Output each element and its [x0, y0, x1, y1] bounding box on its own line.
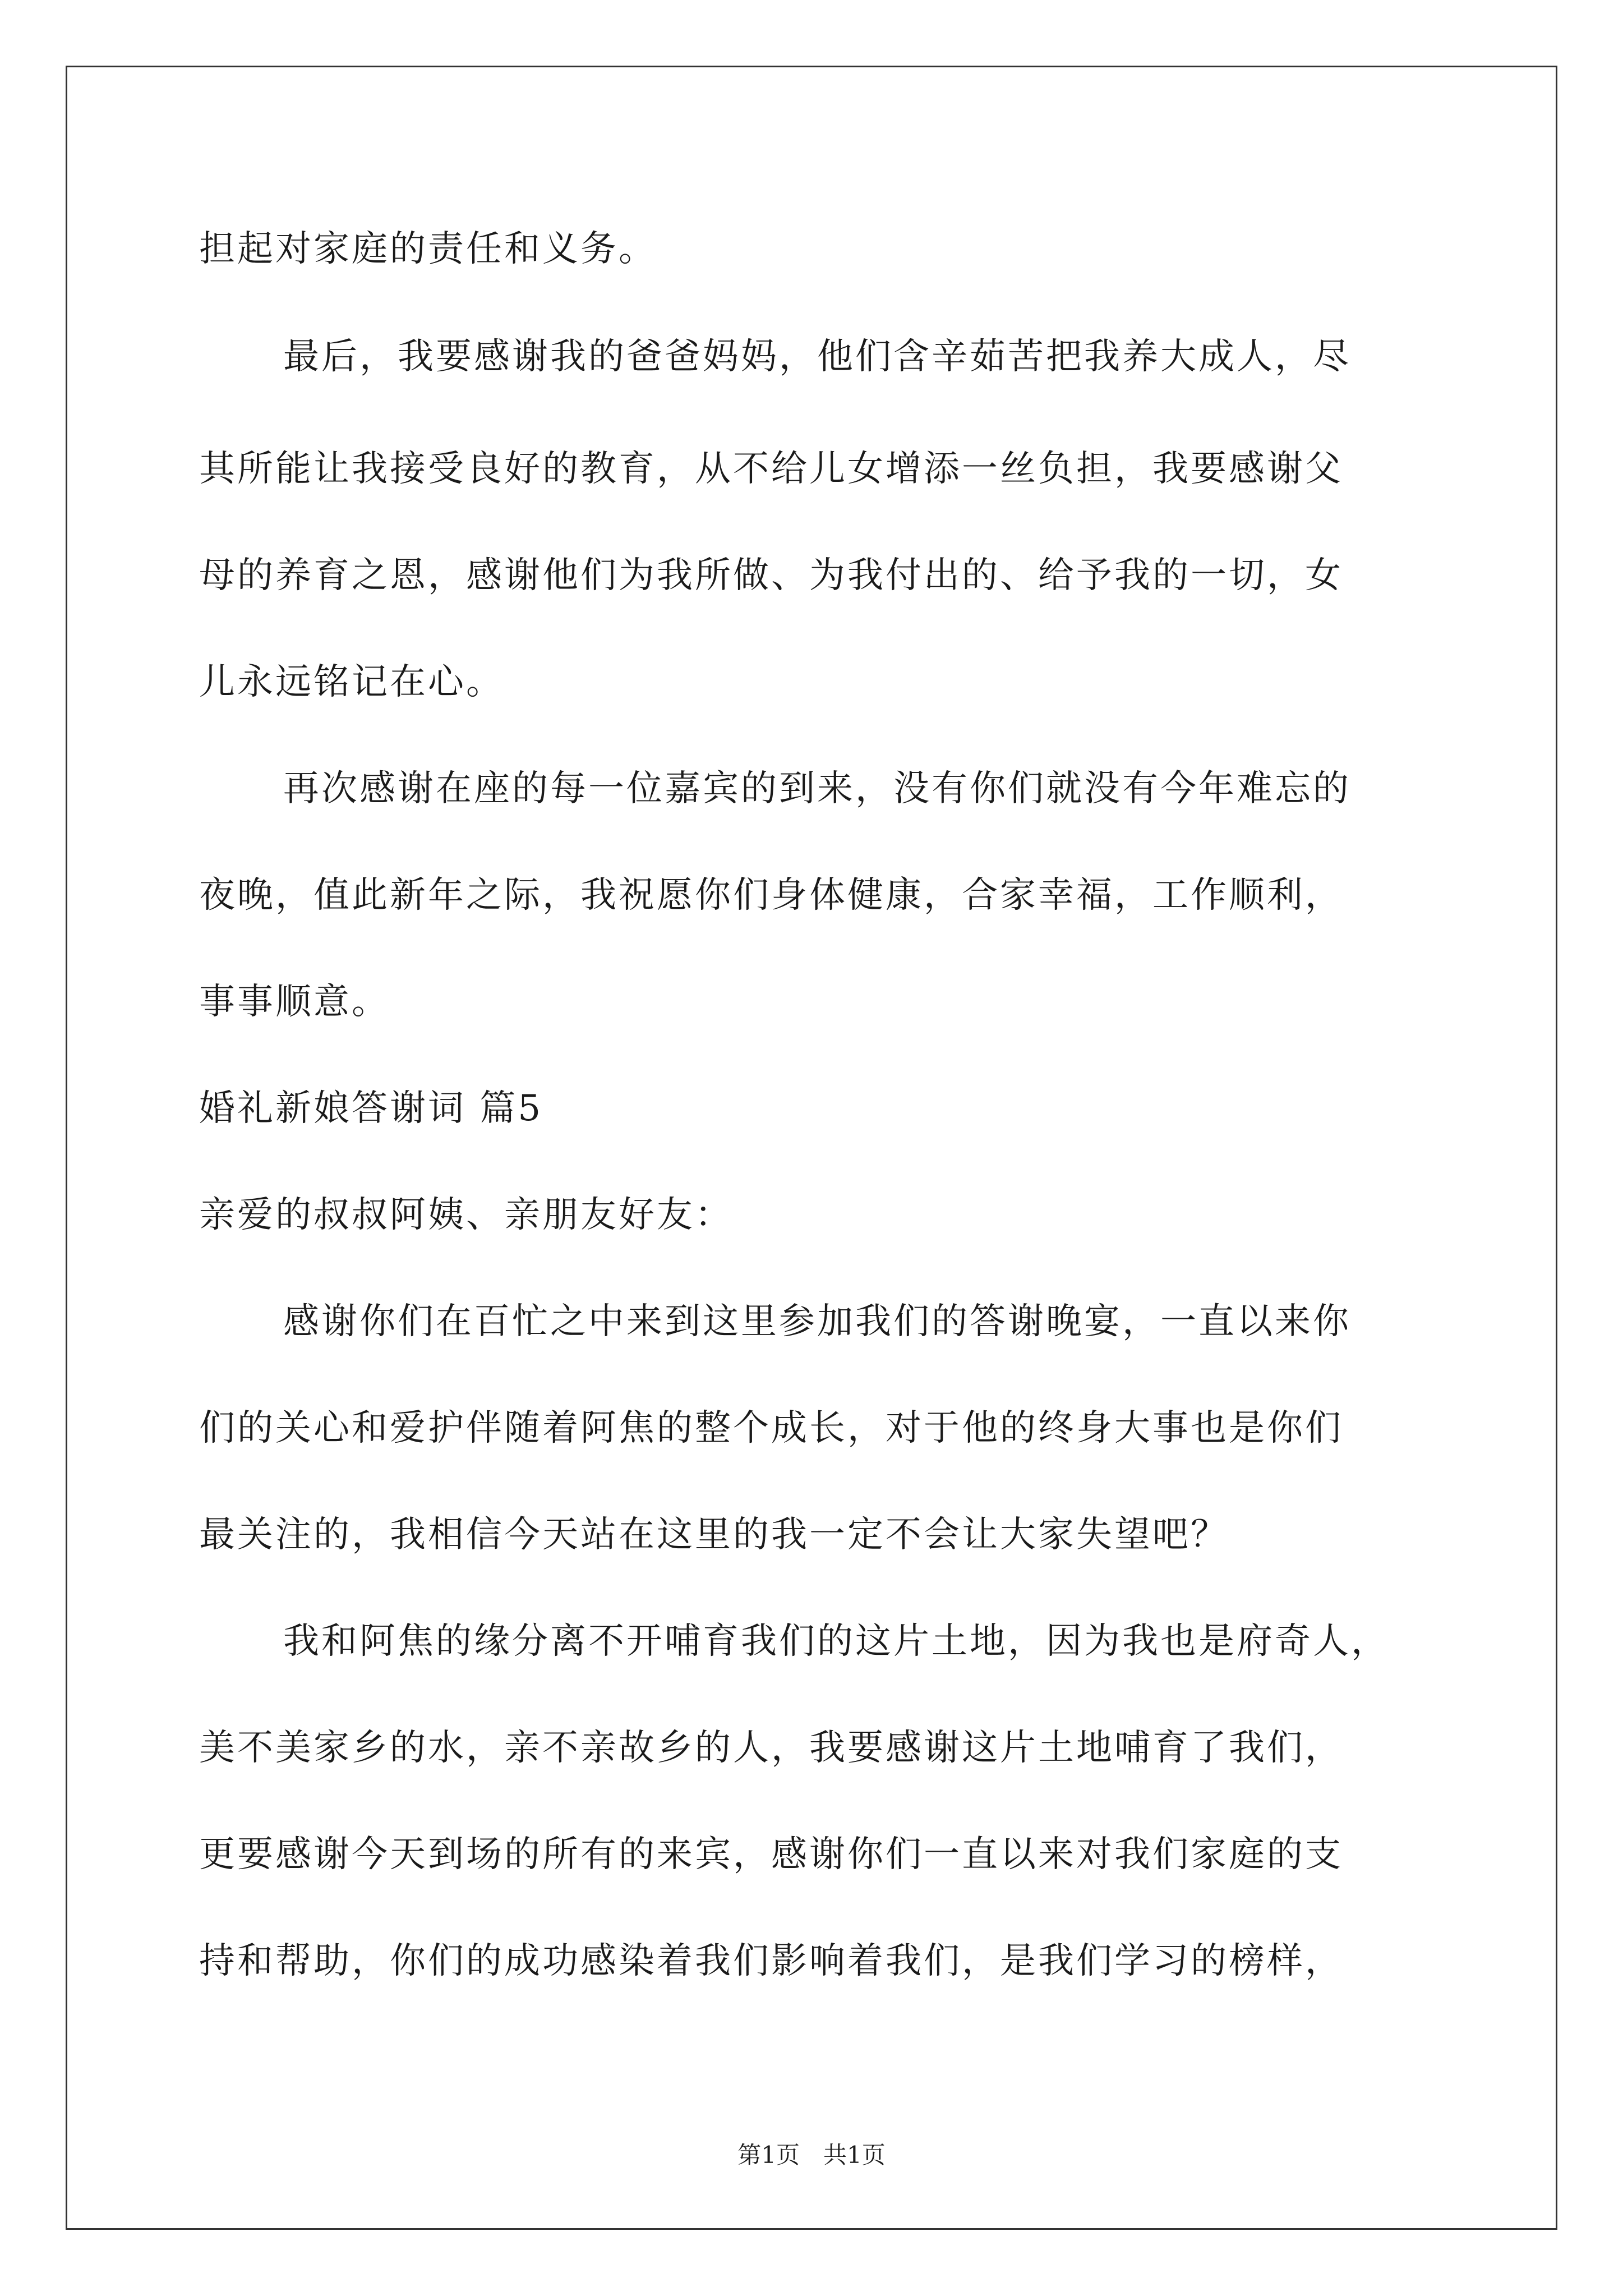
salutation: 亲爱的叔叔阿姨、亲朋友好友： [199, 1194, 733, 1236]
text-line: 担起对家庭的责任和义务。 [199, 228, 657, 270]
text-line: 事事顺意。 [199, 981, 390, 1023]
text-line: 儿永远铭记在心。 [199, 661, 504, 703]
text-line: 夜晚，值此新年之际，我祝愿你们身体健康，合家幸福，工作顺利， [199, 875, 1343, 916]
text-line: 母的养育之恩，感谢他们为我所做、为我付出的、给予我的一切，女 [199, 555, 1343, 596]
text-line: 最后，我要感谢我的爸爸妈妈，他们含辛茹苦把我养大成人，尽 [283, 336, 1351, 378]
page-footer: 第1页 共1页 [737, 2141, 886, 2169]
text-line: 们的关心和爱护伴随着阿焦的整个成长，对于他的终身大事也是你们 [199, 1407, 1343, 1449]
text-line: 更要感谢今天到场的所有的来宾，感谢你们一直以来对我们家庭的支 [199, 1834, 1343, 1875]
text-line: 感谢你们在百忙之中来到这里参加我们的答谢晚宴，一直以来你 [283, 1301, 1351, 1342]
text-line: 最关注的，我相信今天站在这里的我一定不会让大家失望吧？ [199, 1514, 1229, 1556]
text-line: 再次感谢在座的每一位嘉宾的到来，没有你们就没有今年难忘的 [283, 768, 1351, 809]
text-line: 美不美家乡的水，亲不亲故乡的人，我要感谢这片土地哺育了我们， [199, 1727, 1343, 1769]
text-line: 持和帮助，你们的成功感染着我们影响着我们，是我们学习的榜样， [199, 1940, 1343, 1982]
section-heading: 婚礼新娘答谢词 篇5 [199, 1088, 543, 1129]
text-line: 其所能让我接受良好的教育，从不给儿女增添一丝负担，我要感谢父 [199, 448, 1343, 490]
page-border [66, 66, 1557, 2230]
text-line: 我和阿焦的缘分离不开哺育我们的这片土地，因为我也是府奇人， [283, 1621, 1389, 1662]
